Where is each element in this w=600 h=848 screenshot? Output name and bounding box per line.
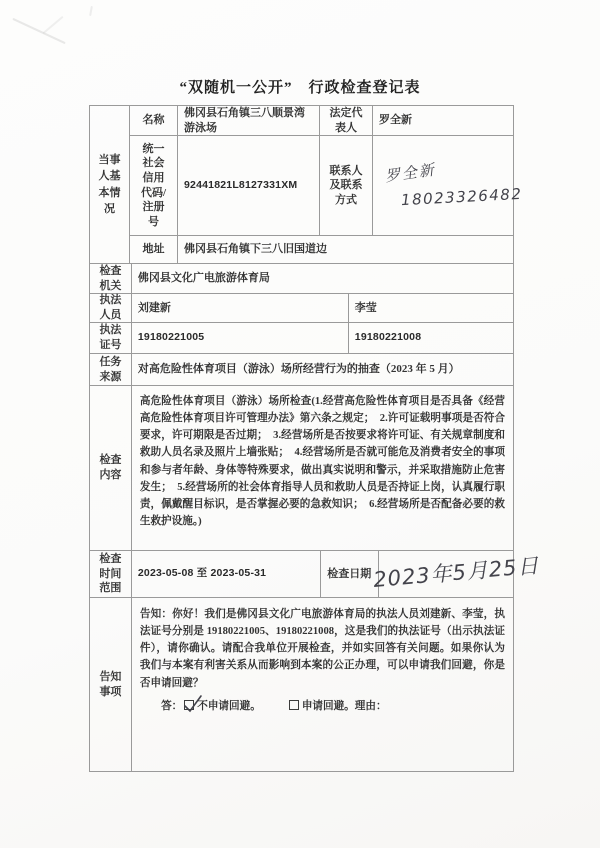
table-row-credit-code	[130, 136, 523, 236]
handwritten-phone: 18023326482	[400, 184, 523, 209]
table-row-officers	[90, 294, 513, 323]
option-no-recusal-label: 不申请回避。	[197, 700, 261, 712]
inspect-content-label: 检查内容	[90, 386, 132, 551]
answer-prefix: 答：	[161, 700, 183, 712]
registration-form-table	[89, 105, 540, 772]
officers-label: 执法人员	[90, 294, 132, 323]
table-row-notice	[90, 598, 513, 771]
notice-content	[132, 598, 513, 771]
credit-code-label: 统一社会信用代码/注册号	[130, 136, 178, 236]
scan-smudge	[89, 6, 93, 16]
contact-label: 联系人及联系方式	[320, 136, 373, 236]
officer-1-value: 刘建新	[132, 294, 349, 323]
notice-paragraph: 告知：你好！我们是佛冈县文化广电旅游体育局的执法人员刘建新、李莹，执法证号分别是 19180221005、19180221008，这是我们的执法证号（出示执法证件），请你确认。请配合我单位开展检查，并如实回答有关问题。如果你认为我们与本案有利害关系从而影响到本案的公正办理，可以申请我们回避，你是否申请回避？	[139, 609, 505, 689]
cert-label: 执法证号	[90, 323, 132, 354]
checkbox-no-recusal-checked	[184, 700, 194, 710]
inspect-org-value: 佛冈县文化广电旅游体育局	[132, 264, 513, 294]
table-row-address	[130, 236, 513, 264]
table-row-task-source	[90, 354, 513, 386]
officer-2-value: 李莹	[349, 294, 513, 323]
section-party-label: 当事人基本情况	[90, 106, 130, 264]
table-row-inspect-org	[90, 264, 513, 294]
handwritten-signature: 罗全新	[383, 160, 437, 186]
legal-rep-label: 法定代表人	[320, 106, 373, 136]
handwritten-date: 2023年5月25日	[371, 553, 540, 592]
inspect-date-label: 检查日期	[321, 551, 379, 598]
cert-1-value: 19180221005	[132, 323, 349, 354]
table-row-cert-numbers	[90, 323, 513, 354]
time-range-label: 检查时间范围	[90, 551, 132, 598]
name-value: 佛冈县石角镇三八顺景湾游泳场	[178, 106, 320, 136]
address-value: 佛冈县石角镇下三八旧国道边	[178, 236, 513, 264]
checkbox-recusal-unchecked	[289, 700, 299, 710]
contact-value	[373, 136, 523, 236]
task-source-value: 对高危险性体育项目（游泳）场所经营行为的抽查（2023 年 5 月）	[132, 354, 513, 386]
credit-code-value: 92441821L8127331XM	[178, 136, 320, 236]
option-recusal-label: 申请回避。理由：	[301, 700, 387, 712]
table-row-name	[130, 106, 513, 136]
inspect-date-value	[371, 551, 540, 598]
page-title: “双随机一公开” 行政检查登记表	[179, 80, 421, 96]
table-row-time-range	[90, 551, 540, 598]
scan-smudge	[42, 16, 63, 34]
legal-rep-value: 罗全新	[373, 106, 513, 136]
table-row-inspect-content	[90, 386, 513, 551]
address-label: 地址	[130, 236, 178, 264]
inspect-org-label: 检查机关	[90, 264, 132, 294]
notice-label: 告知事项	[90, 598, 132, 771]
time-range-value: 2023-05-08 至 2023-05-31	[132, 551, 321, 598]
task-source-label: 任务来源	[90, 354, 132, 386]
notice-answer-line	[140, 698, 505, 715]
name-label: 名称	[130, 106, 178, 136]
cert-2-value: 19180221008	[349, 323, 513, 354]
inspect-content-value: 高危险性体育项目（游泳）场所检查(1.经营高危险性体育项目是否具备《经营高危险性体育项目许可管理办法》第六条之规定； 2.许可证载明事项是否符合要求，许可期限是否过期； 3.经营场所是否按要求将许可证、有关规章制度和救助人员名录及照片上墙张贴； 4.经营场所是否就可能危及消费者安全的事项和参与者年龄、身体等特殊要求，做出真实说明和警示，并采取措施防止危害发生； 5.经营场所的社会体育指导人员和救助人员是否持证上岗，认真履行职责，佩戴醒目标识，是否掌握必要的急救知识； 6.经营场所是否配备必要的救生救护设施。)	[132, 386, 513, 551]
